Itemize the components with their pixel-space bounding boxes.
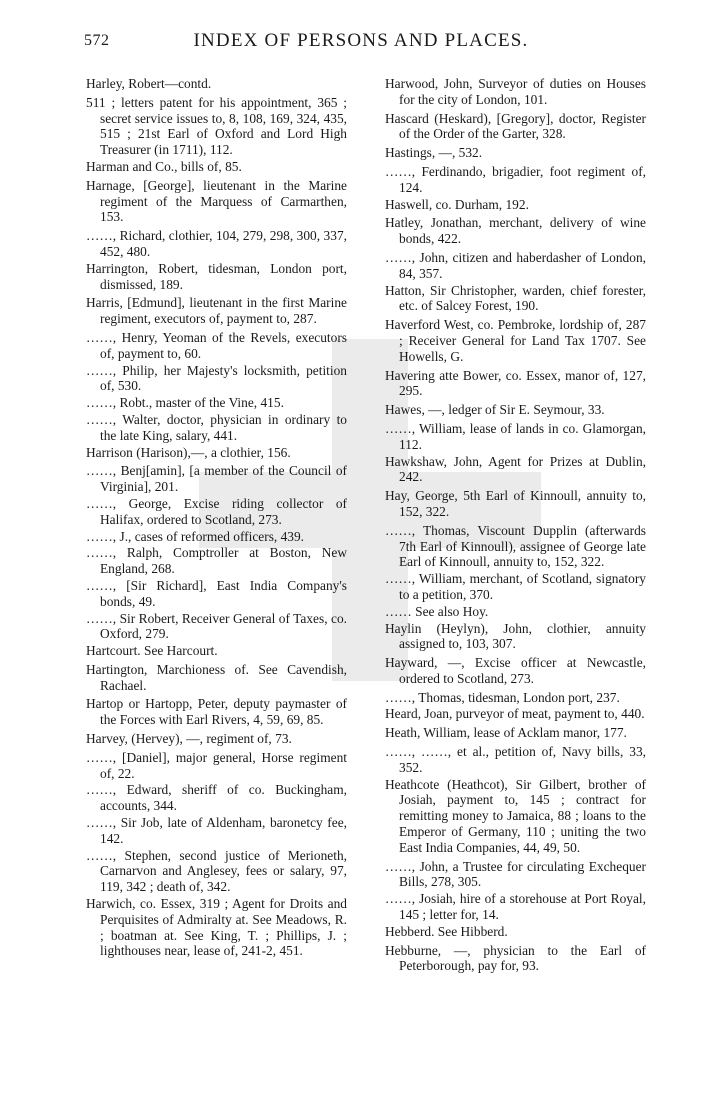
index-entry: Hastings, —, 532.	[385, 145, 483, 161]
index-entry: ……, George, Excise riding collector of Halifax, ordered to Scotland, 273.	[86, 495, 347, 527]
index-entry: ……, Walter, doctor, physician in ordinary to the late King, salary, 441.	[86, 411, 347, 443]
index-entry: ……, Sir Job, late of Aldenham, baronetcy fee, 142.	[86, 815, 347, 846]
index-entry: Harley, Robert—contd.	[86, 76, 212, 91]
index-entry: Hartop or Hartopp, Peter, deputy paymaster of the Forces with Earl Rivers, 4, 59, 69, 85.	[86, 696, 347, 728]
index-entry: ……, Robt., master of the Vine, 415.	[86, 395, 284, 411]
page-header	[0, 30, 722, 56]
index-entry: …… See also Hoy.	[385, 603, 489, 619]
left-column	[86, 76, 347, 962]
index-entry: ……, J., cases of reformed officers, 439.	[86, 528, 305, 544]
index-entry: ……, Philip, her Majesty's locksmith, petition of, 530.	[86, 362, 347, 394]
index-entry: Harman and Co., bills of, 85.	[86, 158, 242, 174]
index-entry: Hay, George, 5th Earl of Kinnoull, annuity to, 152, 322.	[385, 488, 646, 519]
index-entry: ……, John, citizen and haberdasher of London, 84, 357.	[385, 249, 646, 281]
index-entry: ……, John, a Trustee for circulating Exchequer Bills, 278, 305.	[385, 858, 646, 890]
index-entry: ……, [Sir Richard], East India Company's bonds, 49.	[86, 577, 347, 609]
index-entry: Harvey, (Hervey), —, regiment of, 73.	[86, 731, 292, 747]
right-column	[385, 76, 646, 977]
index-entry: Hatley, Jonathan, merchant, delivery of wine bonds, 422.	[385, 215, 646, 247]
index-entry: Hawes, —, ledger of Sir E. Seymour, 33.	[385, 402, 605, 418]
index-entry: Haswell, co. Durham, 192.	[385, 196, 529, 212]
index-entry: Harnage, [George], lieutenant in the Marine regiment of the Marquess of Carmarthen, 153.	[86, 177, 347, 225]
index-entry: Haverford West, co. Pembroke, lordship of, 287 ; Receiver General for Land Tax 1707. See Howells, G.	[385, 317, 646, 364]
page-number: 572	[84, 32, 110, 49]
index-entry: Heath, William, lease of Acklam manor, 177.	[385, 725, 627, 741]
index-entry: Hawkshaw, John, Agent for Prizes at Dublin, 242.	[385, 453, 646, 485]
index-entry: Harwood, John, Surveyor of duties on Houses for the city of London, 101.	[385, 76, 646, 107]
index-entry: Heathcote (Heathcot), Sir Gilbert, brother of Josiah, payment to, 145 ; contract for remitting money to Jamaica, 88 ; loans to the Emperor of Germany, 110 ; uniting the two East India Companies, 44, 49, 50.	[385, 776, 646, 855]
index-entry: Harwich, co. Essex, 319 ; Agent for Droits and Perquisites of Admiralty at. See Meadows, R. ; boatman at. See King, T. ; Phillips, J. ; lighthouses near, lease of, 241-2, 451.	[86, 896, 347, 959]
index-entry: ……, Ralph, Comptroller at Boston, New England, 268.	[86, 545, 347, 577]
index-entry: ……, Edward, sheriff of co. Buckingham, accounts, 344.	[86, 782, 347, 814]
index-entry: ……, Thomas, Viscount Dupplin (afterwards 7th Earl of Kinnoull), assignee of George late Earl of Kinnoull, annuity to, 152, 322.	[385, 522, 646, 570]
index-entry: ……, Josiah, hire of a storehouse at Port Royal, 145 ; letter for, 14.	[385, 891, 646, 923]
index-entry: Haylin (Heylyn), John, clothier, annuity assigned to, 103, 307.	[385, 620, 646, 652]
index-entry: Harris, [Edmund], lieutenant in the first Marine regiment, executors of, payment to, 287.	[86, 295, 347, 327]
index-entry: ……, William, merchant, of Scotland, signatory to a petition, 370.	[385, 571, 646, 602]
index-entry: Hatton, Sir Christopher, warden, chief forester, etc. of Salcey Forest, 190.	[385, 282, 646, 314]
index-entry: ……, Richard, clothier, 104, 279, 298, 300, 337, 452, 480.	[86, 228, 347, 259]
index-entry: ……, Henry, Yeoman of the Revels, executors of, payment to, 60.	[86, 329, 347, 361]
index-entry: Harrington, Robert, tidesman, London port, dismissed, 189.	[86, 260, 347, 292]
index-entry: Hebburne, —, physician to the Earl of Peterborough, pay for, 93.	[385, 942, 646, 974]
index-entry: ……, [Daniel], major general, Horse regiment of, 22.	[86, 749, 347, 781]
index-entry: ……, Benj[amin], [a member of the Council of Virginia], 201.	[86, 463, 347, 495]
index-entry: ……, Stephen, second justice of Merioneth, Carnarvon and Anglesey, fees or salary, 97, 119, 342 ; death of, 342.	[86, 847, 347, 895]
index-entry: Hebberd. See Hibberd.	[385, 923, 508, 939]
index-entry: Havering atte Bower, co. Essex, manor of, 127, 295.	[385, 367, 646, 399]
index-entry: Hascard (Heskard), [Gregory], doctor, Register of the Order of the Garter, 328.	[385, 110, 646, 142]
index-entry: ……, Ferdinando, brigadier, foot regiment of, 124.	[385, 163, 646, 195]
index-entry: Hayward, —, Excise officer at Newcastle, ordered to Scotland, 273.	[385, 655, 646, 686]
index-entry: Hartington, Marchioness of. See Cavendish, Rachael.	[86, 661, 347, 693]
running-title: INDEX OF PERSONS AND PLACES.	[193, 30, 529, 51]
index-entry: Harrison (Harison),—, a clothier, 156.	[86, 444, 291, 460]
index-entry: ……, William, lease of lands in co. Glamorgan, 112.	[385, 420, 646, 452]
index-entry: Hartcourt. See Harcourt.	[86, 643, 218, 659]
index-entry: Heard, Joan, purveyor of meat, payment to, 440.	[385, 706, 645, 722]
index-entry: ……, Thomas, tidesman, London port, 237.	[385, 689, 620, 705]
index-entry: 511 ; letters patent for his appointment, 365 ; secret service issues to, 8, 108, 169, 324, 435, 515 ; 21st Earl of Oxford and Lord High Treasurer (in 1711), 112.	[86, 94, 347, 158]
index-entry: ……, ……, et al., petition of, Navy bills, 33, 352.	[385, 744, 646, 775]
index-entry: ……, Sir Robert, Receiver General of Taxes, co. Oxford, 279.	[86, 610, 347, 642]
